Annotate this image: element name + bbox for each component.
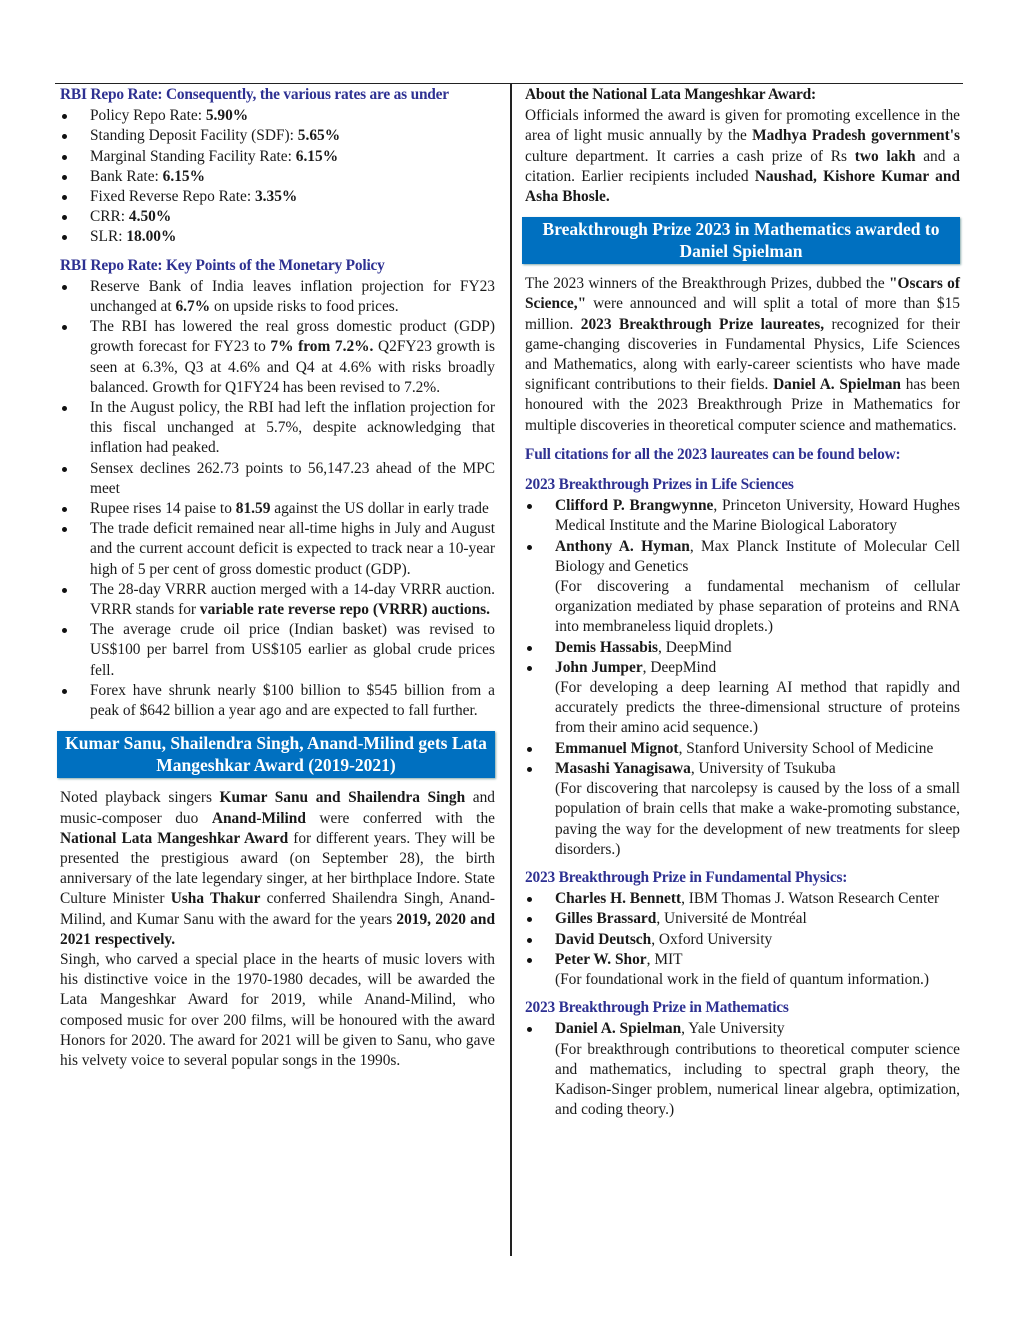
spacer bbox=[525, 466, 960, 475]
text-run: SLR: bbox=[90, 228, 127, 246]
list-item bbox=[60, 519, 495, 580]
text-run: conferred Shailendra Singh, Anand-Milind, and Kumar Sanu with the award for the years bbox=[60, 890, 495, 928]
list-item bbox=[60, 227, 495, 247]
section-heading: 2023 Breakthrough Prize in Mathematics bbox=[525, 999, 789, 1017]
bullet-list bbox=[60, 277, 495, 721]
text-run: , DeepMind bbox=[658, 638, 732, 656]
list-item bbox=[60, 106, 495, 126]
section-heading: RBI Repo Rate: Key Points of the Monetary Policy bbox=[60, 256, 385, 274]
text-run: , Université de Montréal bbox=[656, 910, 807, 928]
list-item bbox=[525, 658, 960, 739]
right-column bbox=[525, 85, 960, 1128]
list-item bbox=[525, 950, 960, 990]
bold-text: 81.59 bbox=[235, 500, 271, 518]
list-item bbox=[60, 681, 495, 721]
bold-text: 7% from 7.2%. bbox=[270, 338, 374, 356]
text-run: , University of Tsukuba bbox=[690, 759, 836, 777]
list-item bbox=[60, 459, 495, 499]
bold-text: National Lata Mangeshkar Award bbox=[60, 829, 289, 847]
list-item bbox=[525, 930, 960, 950]
text-run: , DeepMind bbox=[642, 658, 717, 676]
bold-text: Demis Hassabis bbox=[555, 638, 659, 656]
text-run: recognized for their game-changing discoveries in Fundamental Physics, Life Sciences and Mathematics, along with early-career scientists who have made significant contributions to their fields. bbox=[525, 315, 960, 394]
list-item bbox=[60, 187, 495, 207]
bullet-list bbox=[60, 106, 495, 247]
bold-text: Usha Thakur bbox=[170, 890, 261, 908]
text-run: , MIT bbox=[646, 950, 683, 968]
bold-text: Daniel A. Spielman bbox=[773, 376, 901, 394]
text-run: and a citation. Earlier recipients included bbox=[525, 147, 961, 185]
paragraph bbox=[525, 274, 960, 436]
text-run: for different years. They will be presented the prestigious award (on September 28), the birth anniversary of the late legendary singer, at her birthplace Indore. State Culture Minister bbox=[60, 829, 496, 908]
bold-text: 2019, 2020 and 2021 respectively. bbox=[60, 910, 495, 948]
bold-text: two lakh bbox=[854, 147, 916, 165]
list-item bbox=[525, 739, 960, 759]
bold-text: 6.7% bbox=[175, 298, 211, 316]
paragraph bbox=[60, 788, 495, 950]
list-item bbox=[60, 207, 495, 227]
list-item bbox=[60, 580, 495, 620]
text-run: Forex have shrunk nearly $100 billion to $545 billion from a peak of $642 billion a year ago and are expected to fall further. bbox=[90, 681, 495, 720]
left-column bbox=[60, 85, 495, 1071]
column-divider bbox=[510, 84, 512, 1256]
list-item bbox=[60, 398, 495, 459]
list-item bbox=[525, 496, 960, 536]
text-run: Officials informed the award is given for promoting excellence in the area of light music annually by the bbox=[525, 107, 960, 145]
section-heading: 2023 Breakthrough Prizes in Life Sciences bbox=[525, 476, 794, 494]
text-run: Reserve Bank of India leaves inflation projection for FY23 unchanged at bbox=[90, 277, 495, 316]
text-run: The trade deficit remained near all-time highs in July and August and the current account deficit is expected to track near a 10-year high of 5 per cent of gross domestic product (GDP). bbox=[90, 520, 495, 578]
text-run: CRR: bbox=[90, 208, 129, 226]
bullet-list bbox=[525, 496, 960, 860]
list-item bbox=[60, 499, 495, 519]
list-item bbox=[525, 909, 960, 929]
list-item bbox=[525, 889, 960, 909]
top-rule bbox=[55, 83, 963, 84]
section-heading: About the National Lata Mangeshkar Award: bbox=[525, 86, 816, 103]
text-run: Marginal Standing Facility Rate: bbox=[90, 147, 296, 165]
bold-text: 6.15% bbox=[295, 147, 339, 165]
bold-text: Anand-Milind bbox=[211, 809, 306, 827]
bold-text: Daniel A. Spielman bbox=[555, 1020, 682, 1038]
text-run: were conferred with the bbox=[305, 809, 495, 827]
bold-text: "Oscars of Science," bbox=[525, 275, 960, 313]
bold-text: Masashi Yanagisawa bbox=[555, 759, 691, 777]
text-run: Singh, who carved a special place in the hearts of music lovers with his distinctive voice in the 1970-1980 decades, will be awarded the Lata Mangeshkar Award for 2019, while Anand-Milind, who composed music for over 200 films, will be honoured with the award Honors for 2020. The award for 2021 will be given to Sanu, who gave his velvety voice to several popular songs in the 1990s. bbox=[60, 950, 495, 1069]
list-item bbox=[60, 317, 495, 398]
bold-text: Peter W. Shor bbox=[555, 950, 647, 968]
text-run: The 28-day VRRR auction merged with a 14-day VRRR auction. VRRR stands for bbox=[90, 580, 495, 619]
citation-note: (For discovering a fundamental mechanism of cellular organization mediated by phase separation of proteins and RNA into membraneless liquid droplets.) bbox=[555, 578, 960, 636]
spacer bbox=[525, 436, 960, 445]
section-heading: Full citations for all the 2023 laureates can be found below: bbox=[525, 445, 901, 463]
bold-text: John Jumper bbox=[555, 658, 643, 676]
section-heading: 2023 Breakthrough Prize in Fundamental Physics: bbox=[525, 868, 848, 886]
bold-text: 5.65% bbox=[297, 127, 341, 145]
text-run: , IBM Thomas J. Watson Research Center bbox=[681, 890, 940, 908]
text-run: , Princeton University, Howard Hughes Medical Institute and the Marine Biological Laboratory bbox=[555, 497, 960, 535]
text-run: Standing Deposit Facility (SDF): bbox=[90, 127, 298, 145]
paragraph bbox=[525, 106, 960, 207]
text-run: Noted playback singers bbox=[60, 789, 220, 807]
bold-text: Naushad, Kishore Kumar and Asha Bhosle. bbox=[525, 167, 960, 206]
bold-text: 18.00% bbox=[126, 228, 177, 246]
section-heading: RBI Repo Rate: Consequently, the various rates are as under bbox=[60, 86, 449, 103]
text-run: culture department. It carries a cash prize of Rs bbox=[525, 147, 855, 165]
bold-text: Madhya Pradesh government's bbox=[752, 127, 960, 145]
list-item bbox=[525, 638, 960, 658]
citation-note: (For breakthrough contributions to theoretical computer science and mathematics, including to spectral graph theory, the Kadison-Singer problem, numerical linear algebra, optimization, and coding theory.) bbox=[555, 1040, 960, 1119]
bold-text: Charles H. Bennett bbox=[555, 890, 682, 908]
bullet-list bbox=[525, 889, 960, 990]
bullet-list bbox=[525, 1019, 960, 1120]
bold-text: Gilles Brassard bbox=[555, 910, 657, 928]
list-item bbox=[60, 167, 495, 187]
text-run: Sensex declines 262.73 points to 56,147.23 ahead of the MPC meet bbox=[90, 459, 495, 497]
text-run: has been honoured with the 2023 Breakthrough Prize in Mathematics for multiple discoveries in theoretical computer science and mathematics. bbox=[525, 376, 960, 434]
list-item bbox=[60, 147, 495, 167]
bold-text: Anthony A. Hyman bbox=[555, 537, 690, 555]
text-run: were announced and will split a total of more than $15 million. bbox=[525, 295, 960, 333]
text-run: The average crude oil price (Indian basket) was revised to US$100 per barrel from US$105 earlier as global crude prices fell. bbox=[90, 621, 495, 679]
text-run: The RBI has lowered the real gross domestic product (GDP) growth forecast for FY23 to bbox=[90, 318, 495, 356]
text-run: , Yale University bbox=[681, 1020, 785, 1038]
paragraph bbox=[60, 950, 495, 1071]
text-run: on upside risks to food prices. bbox=[210, 298, 399, 316]
article-title-banner: Breakthrough Prize 2023 in Mathematics awarded to Daniel Spielman bbox=[522, 217, 960, 264]
text-run: In the August policy, the RBI had left the inflation projection for this fiscal unchanged at 5.7%, despite acknowledging that inflation had peaked. bbox=[90, 399, 495, 457]
bold-text: Kumar Sanu and Shailendra Singh bbox=[219, 789, 466, 807]
text-run: , Stanford University School of Medicine bbox=[678, 739, 934, 757]
bold-text: 2023 Breakthrough Prize laureates, bbox=[580, 315, 825, 333]
text-run: Fixed Reverse Repo Rate: bbox=[90, 188, 255, 206]
text-run: Rupee rises 14 paise to bbox=[90, 500, 236, 518]
bold-text: Clifford P. Brangwynne bbox=[555, 497, 714, 515]
citation-note: (For developing a deep learning AI method that rapidly and accurately predicts the three-dimensional structure of proteins from their amino acid sequence.) bbox=[555, 679, 960, 737]
bold-text: Emmanuel Mignot bbox=[555, 739, 679, 757]
bold-text: David Deutsch bbox=[555, 930, 652, 948]
list-item bbox=[525, 1019, 960, 1120]
text-run: against the US dollar in early trade bbox=[270, 500, 489, 518]
text-run: and music-composer duo bbox=[60, 789, 495, 827]
list-item bbox=[525, 537, 960, 638]
list-item bbox=[525, 759, 960, 860]
article-title-banner: Kumar Sanu, Shailendra Singh, Anand-Milind gets Lata Mangeshkar Award (2019-2021) bbox=[57, 731, 495, 778]
text-run: , Max Planck Institute of Molecular Cell Biology and Genetics bbox=[555, 537, 960, 575]
citation-note: (For discovering that narcolepsy is caused by the loss of a small population of brain cells that make a wake-promoting substance, paving the way for the development of new treatments for sleep disorders.) bbox=[555, 780, 960, 858]
text-run: Policy Repo Rate: bbox=[90, 107, 206, 125]
list-item bbox=[60, 277, 495, 317]
bold-text: 3.35% bbox=[254, 188, 298, 206]
list-item bbox=[60, 126, 495, 146]
text-run: Bank Rate: bbox=[90, 167, 163, 185]
text-run: Q2FY23 growth is seen at 6.3%, Q3 at 4.6% and Q4 at 4.6% with risks broadly balanced. Growth for Q1FY24 has been revised to 7.2%. bbox=[90, 338, 495, 396]
citation-note: (For foundational work in the field of quantum information.) bbox=[555, 970, 929, 988]
bold-text: 4.50% bbox=[128, 208, 172, 226]
text-run: The 2023 winners of the Breakthrough Prizes, dubbed the bbox=[525, 275, 890, 293]
text-run: , Oxford University bbox=[651, 930, 773, 948]
bold-text: 6.15% bbox=[162, 167, 205, 185]
bold-text: variable rate reverse repo (VRRR) auctions. bbox=[199, 601, 490, 619]
bold-text: 5.90% bbox=[205, 107, 249, 125]
list-item bbox=[60, 620, 495, 681]
